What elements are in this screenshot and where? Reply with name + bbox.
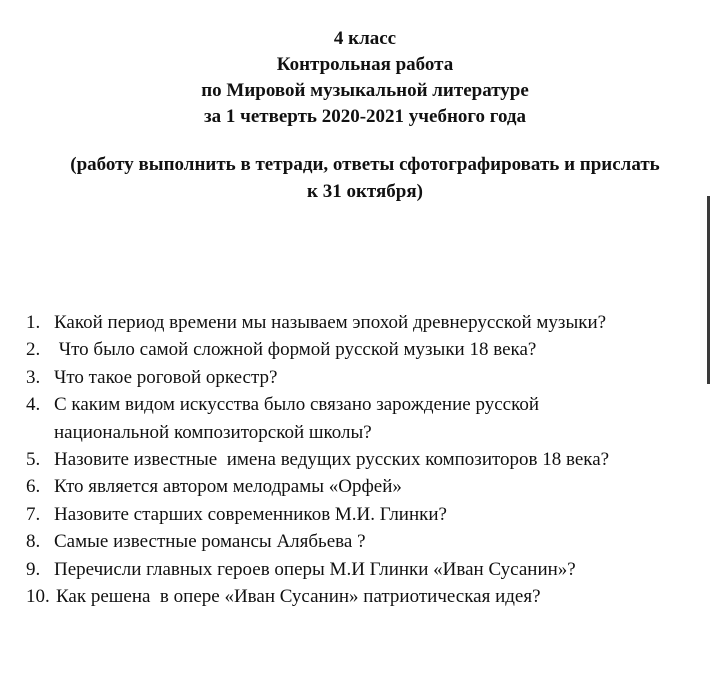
question-text: Назовите известные имена ведущих русских композиторов 18 века? bbox=[54, 449, 610, 471]
subject-line: по Мировой музыкальной литературе bbox=[201, 80, 529, 101]
question-item bbox=[26, 501, 609, 528]
question-number: 8. bbox=[26, 531, 41, 553]
document-title: Контрольная работа bbox=[276, 54, 454, 75]
question-text: Назовите старших современников М.И. Глинки? bbox=[54, 503, 447, 525]
question-text: Как решена в опере «Иван Сусанин» патриотическая идея? bbox=[56, 586, 541, 608]
question-item bbox=[26, 446, 609, 473]
question-number: 1. bbox=[26, 312, 41, 333]
question-item bbox=[26, 583, 609, 610]
document-header bbox=[0, 26, 710, 130]
question-item bbox=[26, 556, 609, 583]
question-item bbox=[26, 309, 609, 336]
question-number: 10. bbox=[26, 586, 50, 608]
question-item bbox=[26, 364, 609, 391]
instructions-line-1: (работу выполнить в тетради, ответы сфотографировать и прислать bbox=[70, 154, 660, 175]
question-number: 4. bbox=[26, 394, 41, 416]
grade-label: 4 класс bbox=[333, 28, 397, 49]
question-text: Кто является автором мелодрамы «Орфей» bbox=[54, 476, 402, 498]
question-item bbox=[26, 336, 609, 363]
question-item bbox=[26, 391, 609, 446]
questions-list bbox=[26, 309, 609, 610]
question-number: 5. bbox=[26, 449, 41, 471]
period-line: за 1 четверть 2020-2021 учебного года bbox=[203, 106, 527, 127]
question-number: 2. bbox=[26, 339, 41, 361]
question-text: Какой период времени мы называем эпохой древнерусской музыки? bbox=[54, 312, 607, 333]
question-item bbox=[26, 473, 609, 500]
question-text: Что было самой сложной формой русской музыки 18 века? bbox=[54, 339, 537, 361]
question-number: 3. bbox=[26, 366, 41, 388]
question-text-block bbox=[54, 391, 539, 446]
question-text: Перечисли главных героев оперы М.И Глинки «Иван Сусанин»? bbox=[54, 558, 576, 580]
question-text-continued: национальной композиторской школы? bbox=[54, 421, 372, 443]
question-number: 6. bbox=[26, 476, 41, 498]
question-item bbox=[26, 528, 609, 555]
instructions-line-2: к 31 октября) bbox=[307, 181, 423, 202]
question-text: Что такое роговой оркестр? bbox=[54, 366, 278, 388]
question-number: 7. bbox=[26, 503, 41, 525]
question-number: 9. bbox=[26, 558, 41, 580]
question-text: Самые известные романсы Алябьева ? bbox=[54, 531, 366, 553]
question-text: С каким видом искусства было связано зарождение русской bbox=[54, 394, 540, 416]
instructions-note bbox=[0, 151, 710, 205]
